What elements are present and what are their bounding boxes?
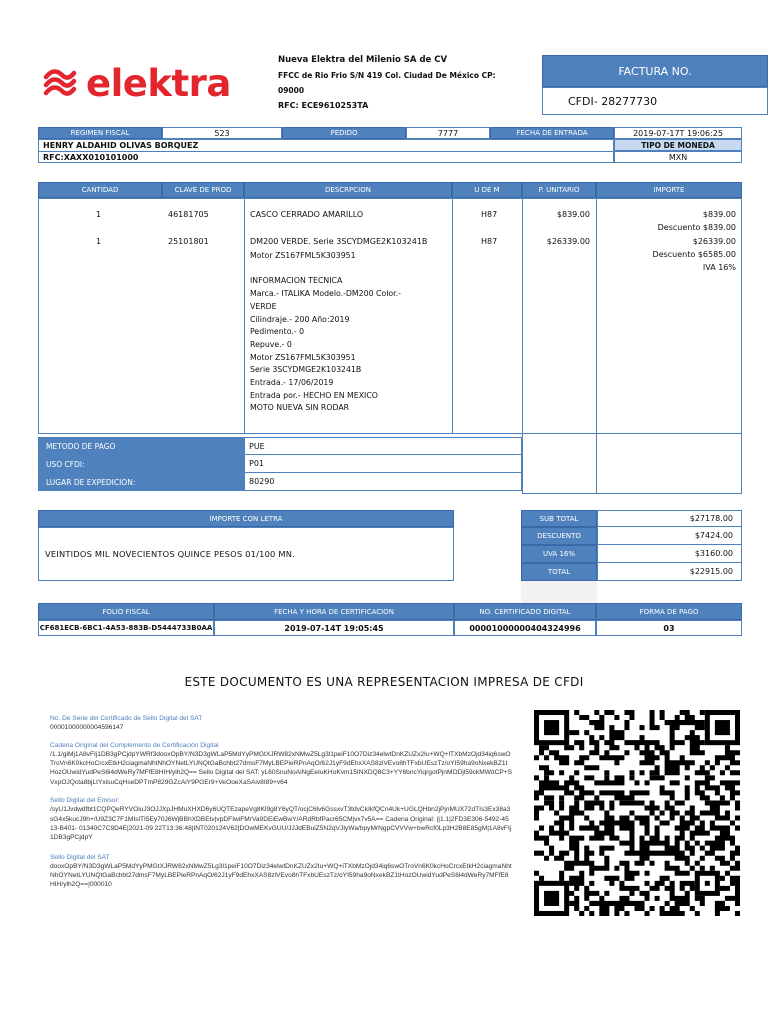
row-clave: 25101801 [168,237,209,246]
table-row [38,210,742,232]
moneda-label: TIPO DE MONEDA [614,139,742,151]
col-udem-header: U DE M [452,182,522,198]
extra-description [250,250,450,415]
row-importe: $26339.00 [692,237,736,246]
pedido-label: PEDIDO [282,127,406,139]
row-descuento: Descuento $6585.00 [652,250,736,259]
desc-line: Cilindraje.- 200 Año:2019 [250,314,350,324]
moneda-value: MXN [614,151,742,163]
lugar-expedicion-label: LUGAR DE EXPEDICION: [38,473,244,491]
items-bottom-border [522,493,742,494]
descuento-value: $7424.00 [597,527,742,545]
desc-line: Motor ZS167FML5K303951 [250,352,356,362]
company-rfc: RFC: ECE9610253TA [278,101,369,110]
cadena-original-value: /1.1/giMj1A8vFIj1DB3gPCjdpYWRf3dooxOpBY/N3D3gWLaP5MdYyPMGtXJRW82xNMwZ5Lg3l1peiF10O7Diz34elwtDnKZUZx2Iu+WQ+lTXbMzOjd34iq6swOTroVn6K0kcHoCrcxEtkH2ciagmaNhtNhOYNetLYUNQtGaBchbt27dmsF7MyLBEPieRPnAqO/62J1yF9dEhxXAS8zlVEvo8hTFxbUEszTz/oYI59ha9oNxekBZ1tHozOUwidYudPeS6l4dWeRy7MFfE8HIH/ylh2Q== Sello Digital del SAT: yL60SnuNoAiNgEeIuKHoKvm15INXDQ8C3+YY6bncYiqrgotPjnMODjl59ckMWdCP+SVxpOJQcta8bjLtYxisuCqHseDPTmP829GZcAiY9PGEr9+VeOoeXaSAiv8I89+v64 [50,750,513,786]
cadena-original-label: Cadena Original del Complemento de Certificación Digital [50,741,219,749]
elektra-logo-text: elektra [86,61,231,105]
items-col-divider [452,198,453,434]
desc-line [250,263,450,276]
qr-code-icon [534,710,740,916]
total-value: $22915.00 [597,563,742,581]
serie-sat-value: 00001000000004596147 [50,724,124,732]
fecha-entrada-label: FECHA DE ENTRADA [490,127,614,139]
client-name: HENRY ALDAHID OLIVAS BORQUEZ [38,139,614,151]
desc-line: Marca.- ITALIKA Modelo.-DM200 Color.- [250,289,401,299]
col-importe-header: IMPORTE [596,182,742,198]
row-importe: $839.00 [702,210,736,219]
row-iva: IVA 16% [702,263,736,272]
pedido-value: 7777 [406,127,490,139]
factura-number: CFDI- 28277730 [542,87,768,115]
row-descripcion: CASCO CERRADO AMARILLO [250,210,364,219]
folio-fiscal-value: CF681ECB-6BC1-4A53-883B-D5444733B0AA [38,620,214,636]
desc-line: Pedimento.- 0 [250,327,305,337]
col-descripcion-header: DESCRPCION [244,182,452,198]
elektra-logo-icon [40,63,80,103]
desc-line: Repuve.- 0 [250,339,292,349]
uso-cfdi-label: USO CFDI: [38,455,244,473]
forma-pago-value: 03 [596,620,742,636]
desc-line: VERDE [250,301,277,311]
company-address-2: 09000 [278,86,305,95]
sello-sat-value: dooxOpBY/N3D3gWLaP5MdYyPMGtXJRW82xNMwZ5Lg3l1peiF10O7Diz34elwtDnKZUZx2Iu+WQ+iTXbMzOjd34iq6swOTroVn6K0kcHoCrcxEtkH2ciagmaNhtNhOYNetLYUNQtGaBchbt27dmsF7MyLBEPieRPnAqO/62J1yF9dEhxXAS8zlVEvo8hTFxbUEszTz/oYI59ha9oNxekBZ1tHozOUwidYudPeS6l4dWeRy7MFfE8HIH/ylh2Q==|000010 [50,862,512,889]
row-udem: H87 [481,237,498,246]
lugar-expedicion-value: 80290 [244,473,522,491]
importe-letra-label: IMPORTE CON LETRA [38,510,454,527]
sello-emisor-value: /syU1Jvdwdfbt1CQPQeRYVOiuJ3OJJXpJHMuXHXD6y6UQTEzapeVg8Kl9g8Y6yQT/ocjC6lv6GssxvT3tdvCkIkfQCn4Uk+UGLQHbn2jPjnMUX72dTIs3Ex38a3sG4x5kucJ9h+/U9Z3C7F1MIslTI5Ey70J6WjBBhXDBEtv|vpDFIwiFMrVa9DEiEwBwY/ARdRbfPacr65CMjvx7v5A== Cadena Original: ||1.1|2FD3E306-5492-4513-B401- 01340C7C9D4E|2021-09 22T13:36:48|INT020124V62|DOwMEKvGUU/JJJdEBuiZ5N2qVJIyWa/bpyMrNgpCVVVw+bwRcf0Lp3H2B8E85gM|1A8vFIj1DB3gPCjdpY [50,806,512,842]
importe-letra-value: VEINTIDOS MIL NOVECIENTOS QUINCE PESOS 01/100 MN. [38,527,454,581]
sat-fine-print [50,714,512,890]
folio-fiscal-header: FOLIO FISCAL [38,603,214,620]
regimen-label: REGIMEN FISCAL [38,127,162,139]
row-descuento: Descuento $839.00 [657,223,736,232]
totals-shadow [521,581,597,603]
desc-line: Motor ZS167FML5K303951 [250,251,356,260]
regimen-value: 523 [162,127,282,139]
row-descripcion: DM200 VERDE. Serie 3SCYDMGE2K103241B [250,237,428,246]
desc-line: Entrada.- 17/06/2019 [250,378,334,388]
descuento-label: DESCUENTO [521,527,597,545]
fecha-certificacion-value: 2019-07-14T 19:05:45 [214,620,454,636]
row-clave: 46181705 [168,210,209,219]
row-cantidad: 1 [96,237,102,246]
row-unitario: $839.00 [556,210,590,219]
metodo-pago-label: METODO DE PAGO [38,437,244,455]
fecha-entrada-value: 2019-07-17T 19:06:25 [614,127,742,139]
client-rfc: RFC:XAXX010101000 [38,151,614,163]
uso-cfdi-value: P01 [244,455,522,473]
certificado-digital-value: 00001000000404324996 [454,620,596,636]
elektra-logo [40,60,245,106]
col-clave-header: CLAVE DE PROD [162,182,244,198]
items-col-divider [244,198,245,434]
col-cantidad-header: CANTIDAD [38,182,162,198]
sello-sat-label: Sello Digital del SAT [50,853,110,861]
subtotal-label: SUB TOTAL [521,510,597,527]
desc-line: Entrada por.- HECHO EN MEXICO [250,390,378,400]
iva-value: $3160.00 [597,545,742,563]
row-udem: H87 [481,210,498,219]
representacion-title: ESTE DOCUMENTO ES UNA REPRESENTACION IMPRESA DE CFDI [184,675,584,689]
total-label: TOTAL [521,563,597,581]
subtotal-value: $27178.00 [597,510,742,527]
fecha-certificacion-header: FECHA Y HORA DE CERTIFICACION [214,603,454,620]
certificado-digital-header: NO. CERTIFICADO DIGITAL [454,603,596,620]
company-name: Nueva Elektra del Milenio SA de CV [278,55,448,65]
company-address-1: FFCC de Rio Frio S/N 419 Col. Ciudad De México CP: [278,71,496,80]
items-right-border [741,434,742,494]
row-cantidad: 1 [96,210,102,219]
forma-pago-header: FORMA DE PAGO [596,603,742,620]
desc-line: INFORMACION TECNICA [250,276,343,286]
sello-emisor-label: Sello Digital del Emisor: [50,797,120,805]
row-unitario: $26339.00 [546,237,590,246]
col-unitario-header: P. UNITARIO [522,182,596,198]
metodo-pago-value: PUE [244,437,522,455]
factura-title: FACTURA NO. [542,55,768,87]
desc-line: Serie 3SCYDMGE2K103241B [250,365,362,375]
desc-line: MOTO NUEVA SIN RODAR [250,403,350,413]
serie-sat-label: No. De Serie del Certificado de Sello Digital del SAT [50,715,203,722]
iva-label: UVA 16% [521,545,597,563]
